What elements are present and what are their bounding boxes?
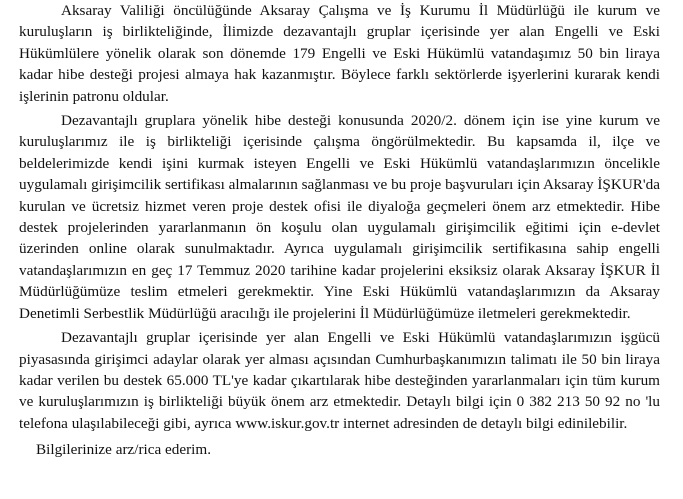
paragraph-2020-donemi: Dezavantajlı gruplara yönelik hibe desteği konusunda 2020/2. dönem için ise yine kurum ve kuruluşlarımız ile iş birlikteliği içerisinde çalışma öngörülmektedir. Bu kapsamda il, ilçe ve beldelerimizde kendi işini kurmak isteyen Engelli ve Eski Hükümlü vatandaşlarımızın öncelikle uygulamalı girişimcilik sertifikası almalarının sağlanması ve bu proje başvuruları için Aksaray İŞKUR'da kurulan ve ücretsiz hizmet veren proje destek ofisi ile diyaloğa geçmeleri önem arz etmektedir. Hibe destek projelerinden yararlanmanın ön koşulu olan uygulamalı girişimcilik eğitimi için e-devlet üzerinden online olarak sunulmaktadır. Ayrıca uygulamalı girişimcilik sertifikasına sahip engelli vatandaşlarımızın en geç 17 Temmuz 2020 tarihine kadar projelerini eksiksiz olarak Aksaray İŞKUR İl Müdürlüğümüze teslim etmeleri gerekmektir. Yine Eski Hükümlü vatandaşlarımızın da Aksaray Denetimli Serbestlik Müdürlüğü aracılığı ile projelerini İl Müdürlüğümüze iletmeleri gerekmektedir. (19, 112, 660, 322)
paragraph-destek-bilgi: Dezavantajlı gruplar içerisinde yer alan Engelli ve Eski Hükümlü vatandaşlarımızın işgücü piyasasında girişimci adaylar olarak yer alması açısından Cumhurbaşkanımızın talimatı ile 50 bin liraya kadar verilen bu destek 65.000 TL'ye kadar çıkartılarak hibe desteğinden yararlanmaları için tüm kurum ve kuruluşlarımızın iş birlikteliği büyük önem arz etmektedir. Detaylı bilgi için 0 382 213 50 92 no 'lu telefona ulaşılabileceği gibi, ayrıca www.iskur.gov.tr internet adresinden de detaylı bilgi edinilebilir. (19, 329, 660, 432)
closing-line: Bilgilerinize arz/rica ederim. (36, 441, 211, 459)
paragraph-hibe-sonuclari: Aksaray Valiliği öncülüğünde Aksaray Çalışma ve İş Kurumu İl Müdürlüğü ile kurum ve kuruluşların iş birlikteliğinde, İlimizde dezavantajlı gruplar içerisinde yer alan Engelli ve Eski Hükümlülere yönelik olarak son dönemde 179 Engelli ve Eski Hükümlü vatandaşımız 50 bin liraya kadar hibe desteği projesi almaya hak kazanmıştır. Böylece farklı sektörlerde işyerlerini kurarak kendi işlerinin patronu oldular. (19, 2, 660, 105)
document-body (19, 0, 660, 461)
